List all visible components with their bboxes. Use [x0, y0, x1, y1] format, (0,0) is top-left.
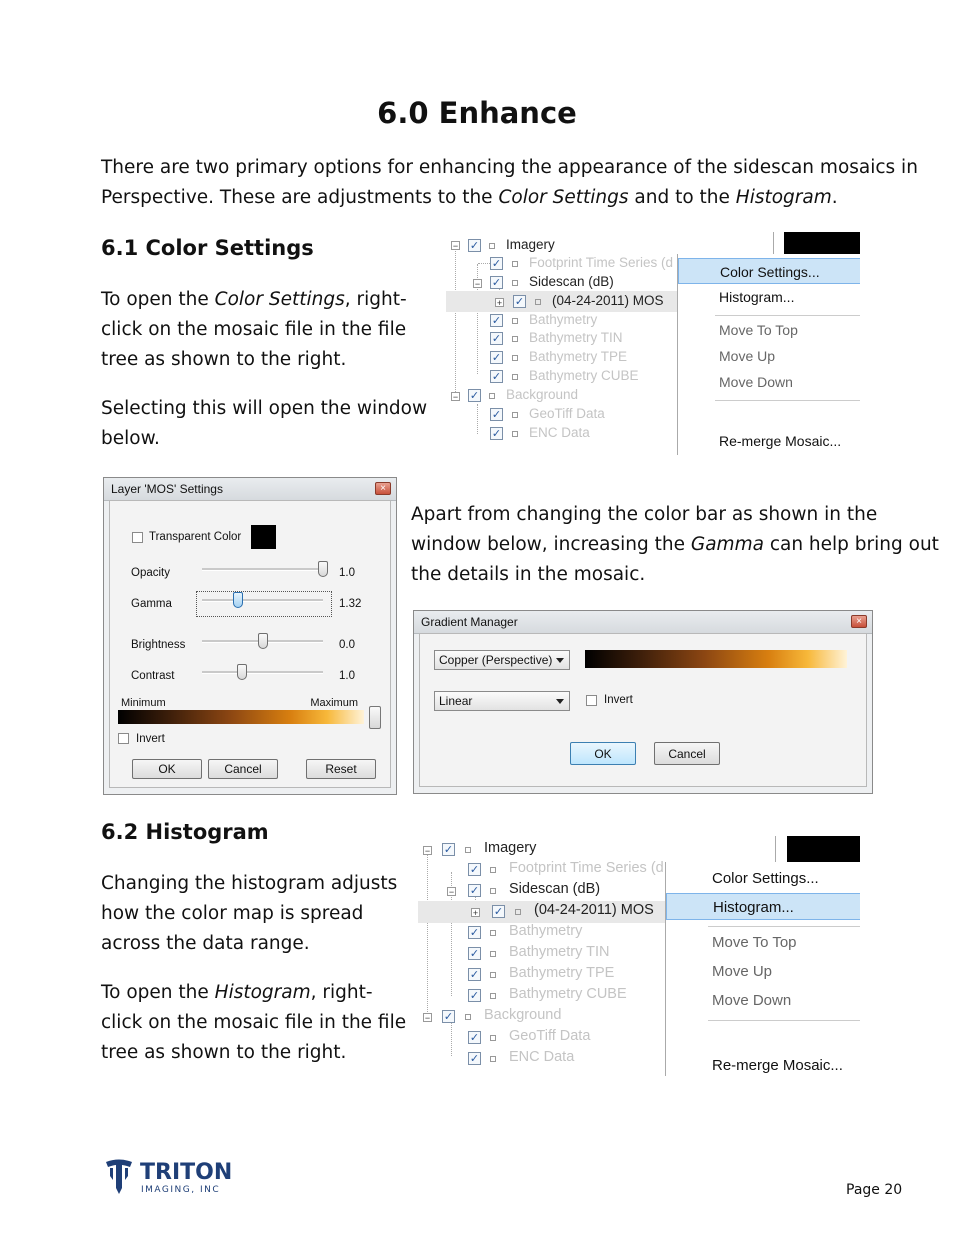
gamma-slider-track[interactable] [202, 599, 323, 602]
layer-icon [512, 412, 518, 418]
layer-icon [515, 909, 521, 915]
text-line: click on the mosaic file in the file [101, 1012, 407, 1033]
contrast-slider-track[interactable] [202, 671, 323, 674]
tree-item-background[interactable]: Background [484, 1007, 562, 1023]
maximum-label: Maximum [310, 697, 358, 709]
mode-select-value: Linear [439, 694, 473, 708]
text-line: the details in the mosaic. [411, 564, 646, 585]
layer-icon [490, 867, 496, 873]
contrast-value: 1.0 [339, 670, 355, 682]
intro-color-settings: Color Settings [498, 187, 629, 208]
tree-item-imagery[interactable]: Imagery [506, 237, 555, 252]
layer-icon [490, 930, 496, 936]
checkbox-checked-icon[interactable]: ✓ [443, 844, 454, 856]
layer-icon [465, 847, 471, 853]
checkbox-checked-icon[interactable]: ✓ [469, 885, 480, 897]
brightness-value: 0.0 [339, 639, 355, 651]
triton-logo [104, 1158, 234, 1198]
layer-icon [490, 888, 496, 894]
menu-item-color-settings[interactable]: Color Settings... [678, 258, 860, 284]
text: , right- [310, 982, 373, 1003]
checkbox-checked-icon[interactable]: ✓ [491, 277, 502, 289]
dialog-title-bar [414, 611, 872, 634]
color-bar-handle[interactable] [369, 706, 381, 729]
tree-item-bathymetry-tin[interactable]: Bathymetry TIN [509, 944, 610, 960]
menu-item-move-to-top[interactable]: Move To Top [712, 934, 797, 951]
opacity-slider-track[interactable] [202, 568, 323, 571]
tree-item-imagery[interactable]: Imagery [484, 840, 537, 856]
tree-item-bathymetry-tpe[interactable]: Bathymetry TPE [529, 349, 628, 364]
context-menu [677, 254, 860, 455]
layer-icon [512, 318, 518, 324]
tree-item-sidescan[interactable]: Sidescan (dB) [529, 274, 614, 289]
section-6-1-paragraph-1 [101, 285, 407, 375]
checkbox-checked-icon[interactable]: ✓ [491, 428, 502, 440]
invert-label: Invert [604, 694, 633, 706]
logo-subtitle: IMAGING, INC [141, 1185, 221, 1195]
dialog-title: Layer 'MOS' Settings [111, 482, 223, 496]
gamma-slider-thumb[interactable] [233, 592, 243, 608]
checkbox-checked-icon[interactable]: ✓ [491, 333, 502, 345]
collapse-icon[interactable]: − [424, 846, 431, 856]
layer-icon [512, 336, 518, 342]
section-6-1-title: 6.1 Color Settings [101, 236, 314, 260]
menu-item-remerge[interactable]: Re-merge Mosaic... [719, 433, 842, 449]
opacity-value: 1.0 [339, 567, 355, 579]
text-line [101, 285, 407, 315]
tree-item-enc[interactable]: ENC Data [529, 425, 590, 440]
intro-text: . [831, 187, 838, 208]
intro-text: Perspective. These are adjustments to the [101, 187, 499, 208]
layer-icon [535, 299, 541, 305]
expand-icon[interactable]: + [496, 298, 503, 308]
ok-button[interactable]: OK [570, 742, 636, 765]
intro-histogram: Histogram [735, 187, 832, 208]
layer-icon [490, 1035, 496, 1041]
minimum-label: Minimum [121, 697, 166, 709]
collapse-icon[interactable]: − [448, 887, 455, 897]
gamma-paragraph [411, 500, 939, 590]
tree-item-geotiff[interactable]: GeoTiff Data [529, 406, 605, 421]
tree-item-bathymetry-cube[interactable]: Bathymetry CUBE [509, 986, 627, 1002]
menu-item-move-up[interactable]: Move Up [712, 963, 773, 980]
ok-button[interactable]: OK [132, 759, 202, 779]
text-line: Selecting this will open the window [101, 398, 428, 419]
layer-icon [489, 393, 495, 399]
collapse-icon[interactable]: − [474, 279, 481, 289]
collapse-icon[interactable]: − [452, 392, 459, 402]
layer-icon [512, 431, 518, 437]
layer-icon [490, 972, 496, 978]
text-line: click on the mosaic file in the file [101, 319, 407, 340]
transparent-color-label: Transparent Color [149, 531, 242, 543]
gradient-manager-dialog [413, 610, 873, 794]
text: can help bring out [763, 534, 939, 555]
file-tree-screenshot-1 [446, 232, 860, 455]
text-line [411, 530, 939, 560]
tree-item-footprint[interactable]: Footprint Time Series (d [509, 860, 664, 876]
text: To open the [101, 982, 215, 1003]
contrast-slider-thumb[interactable] [237, 664, 247, 680]
map-view-fragment [784, 232, 860, 254]
transparent-color-swatch[interactable] [251, 525, 276, 549]
intro-paragraph [101, 153, 918, 213]
dialog-panel [109, 500, 391, 788]
menu-item-histogram[interactable]: Histogram... [719, 289, 795, 305]
checkbox-checked-icon[interactable]: ✓ [469, 240, 480, 252]
intro-line-2 [101, 183, 918, 213]
layer-icon [465, 1014, 471, 1020]
trident-icon [104, 1158, 134, 1196]
divider [775, 836, 776, 862]
expand-icon[interactable]: + [472, 908, 479, 918]
layer-icon [490, 951, 496, 957]
chevron-down-icon [556, 658, 564, 663]
tree-item-bathymetry-tpe[interactable]: Bathymetry TPE [509, 965, 615, 981]
tree-item-footprint[interactable]: Footprint Time Series (d [529, 255, 674, 270]
text-line [101, 978, 406, 1008]
layer-icon [489, 243, 495, 249]
tree-item-enc[interactable]: ENC Data [509, 1049, 575, 1065]
section-6-2-title: 6.2 Histogram [101, 820, 269, 844]
checkbox-checked-icon[interactable]: ✓ [469, 864, 480, 876]
checkbox-checked-icon[interactable]: ✓ [491, 371, 502, 383]
checkbox-checked-icon[interactable]: ✓ [514, 296, 525, 308]
text-line: tree as shown to the right. [101, 349, 347, 370]
tree-item-geotiff[interactable]: GeoTiff Data [509, 1028, 591, 1044]
intro-line-1: There are two primary options for enhancing the appearance of the sidescan mosaics in [101, 157, 918, 178]
tree-item-sidescan[interactable]: Sidescan (dB) [509, 881, 601, 897]
layer-icon [512, 355, 518, 361]
layer-icon [512, 280, 518, 286]
text-line: tree as shown to the right. [101, 1042, 347, 1063]
gamma-label: Gamma [131, 598, 172, 610]
file-tree-screenshot-2 [418, 836, 860, 1076]
text-em: Histogram [214, 982, 311, 1003]
checkbox-checked-icon[interactable]: ✓ [491, 352, 502, 364]
dialog-title-bar [104, 478, 396, 501]
cancel-button[interactable]: Cancel [654, 742, 720, 765]
text: , right- [344, 289, 407, 310]
transparent-color-checkbox[interactable] [132, 532, 143, 543]
menu-separator [708, 1020, 860, 1021]
tree-item-bathymetry[interactable]: Bathymetry [509, 923, 583, 939]
mode-select[interactable] [434, 691, 570, 711]
menu-separator [708, 926, 860, 927]
checkbox-checked-icon[interactable]: ✓ [491, 409, 502, 421]
contrast-label: Contrast [131, 670, 175, 682]
dialog-title: Gradient Manager [421, 615, 518, 629]
intro-text: and to the [628, 187, 736, 208]
invert-checkbox[interactable] [118, 733, 129, 744]
text-line: Changing the histogram adjusts [101, 873, 398, 894]
text-line: how the color map is spread [101, 903, 364, 924]
dialog-panel [419, 633, 867, 787]
text-line: across the data range. [101, 933, 310, 954]
menu-separator [715, 315, 860, 316]
checkbox-checked-icon[interactable]: ✓ [469, 969, 480, 981]
opacity-label: Opacity [131, 567, 170, 579]
cancel-button[interactable]: Cancel [208, 759, 278, 779]
invert-label: Invert [136, 733, 165, 745]
text: window below, increasing the [411, 534, 691, 555]
palette-select[interactable] [434, 650, 570, 670]
checkbox-checked-icon[interactable]: ✓ [469, 990, 480, 1002]
collapse-icon[interactable]: − [452, 241, 459, 251]
menu-item-histogram[interactable]: Histogram... [666, 893, 860, 920]
checkbox-checked-icon[interactable]: ✓ [469, 390, 480, 402]
collapse-icon[interactable]: − [424, 1013, 431, 1023]
checkbox-checked-icon[interactable]: ✓ [469, 948, 480, 960]
chevron-down-icon [556, 699, 564, 704]
checkbox-checked-icon[interactable]: ✓ [493, 906, 504, 918]
tree-item-background[interactable]: Background [506, 387, 579, 402]
menu-item-remerge[interactable]: Re-merge Mosaic... [712, 1057, 843, 1074]
menu-item-color-settings[interactable]: Color Settings... [712, 870, 819, 887]
text-em: Color Settings [214, 289, 345, 310]
gradient-preview [585, 650, 847, 668]
close-icon[interactable]: × [851, 615, 867, 628]
tree-item-bathymetry-cube[interactable]: Bathymetry CUBE [529, 368, 639, 383]
checkbox-checked-icon[interactable]: ✓ [491, 258, 502, 270]
checkbox-checked-icon[interactable]: ✓ [469, 927, 480, 939]
text-line: Apart from changing the color bar as shown in the [411, 504, 878, 525]
context-menu [665, 862, 860, 1076]
menu-separator [715, 400, 860, 401]
layer-icon [490, 1056, 496, 1062]
layer-settings-dialog [103, 477, 397, 795]
brightness-slider-thumb[interactable] [258, 633, 268, 649]
layer-icon [512, 374, 518, 380]
logo-name: TRITON [140, 1160, 233, 1185]
reset-button[interactable]: Reset [306, 759, 376, 779]
tree-item-mosaic[interactable]: (04-24-2011) MOS [552, 293, 664, 308]
layer-icon [490, 993, 496, 999]
checkbox-checked-icon[interactable]: ✓ [469, 1032, 480, 1044]
close-icon[interactable]: × [375, 482, 391, 495]
menu-item-move-to-top[interactable]: Move To Top [719, 322, 798, 338]
menu-item-move-down[interactable]: Move Down [712, 992, 792, 1009]
divider [773, 232, 774, 254]
tree-item-bathymetry[interactable]: Bathymetry [529, 312, 598, 327]
section-6-1-paragraph-2 [101, 394, 427, 454]
section-6-2-paragraph-2 [101, 978, 406, 1068]
section-6-2-paragraph-1 [101, 869, 397, 959]
menu-item-move-down[interactable]: Move Down [719, 374, 793, 390]
tree-item-bathymetry-tin[interactable]: Bathymetry TIN [529, 330, 623, 345]
color-bar[interactable] [118, 710, 364, 724]
page-heading: 6.0 Enhance [377, 96, 577, 130]
checkbox-checked-icon[interactable]: ✓ [491, 315, 502, 327]
palette-select-value: Copper (Perspective) [439, 653, 553, 667]
page-number: Page 20 [846, 1182, 903, 1198]
gamma-focus-frame [196, 591, 332, 617]
layer-icon [512, 261, 518, 267]
checkbox-checked-icon[interactable]: ✓ [443, 1011, 454, 1023]
tree-item-mosaic[interactable]: (04-24-2011) MOS [534, 902, 654, 918]
checkbox-checked-icon[interactable]: ✓ [469, 1053, 480, 1065]
invert-checkbox[interactable] [586, 695, 597, 706]
text: To open the [101, 289, 215, 310]
brightness-label: Brightness [131, 639, 186, 651]
opacity-slider-thumb[interactable] [318, 561, 328, 577]
gamma-value: 1.32 [339, 598, 362, 610]
map-view-fragment [787, 836, 860, 862]
text-line: below. [101, 428, 160, 449]
menu-item-move-up[interactable]: Move Up [719, 348, 776, 364]
text-em: Gamma [690, 534, 764, 555]
